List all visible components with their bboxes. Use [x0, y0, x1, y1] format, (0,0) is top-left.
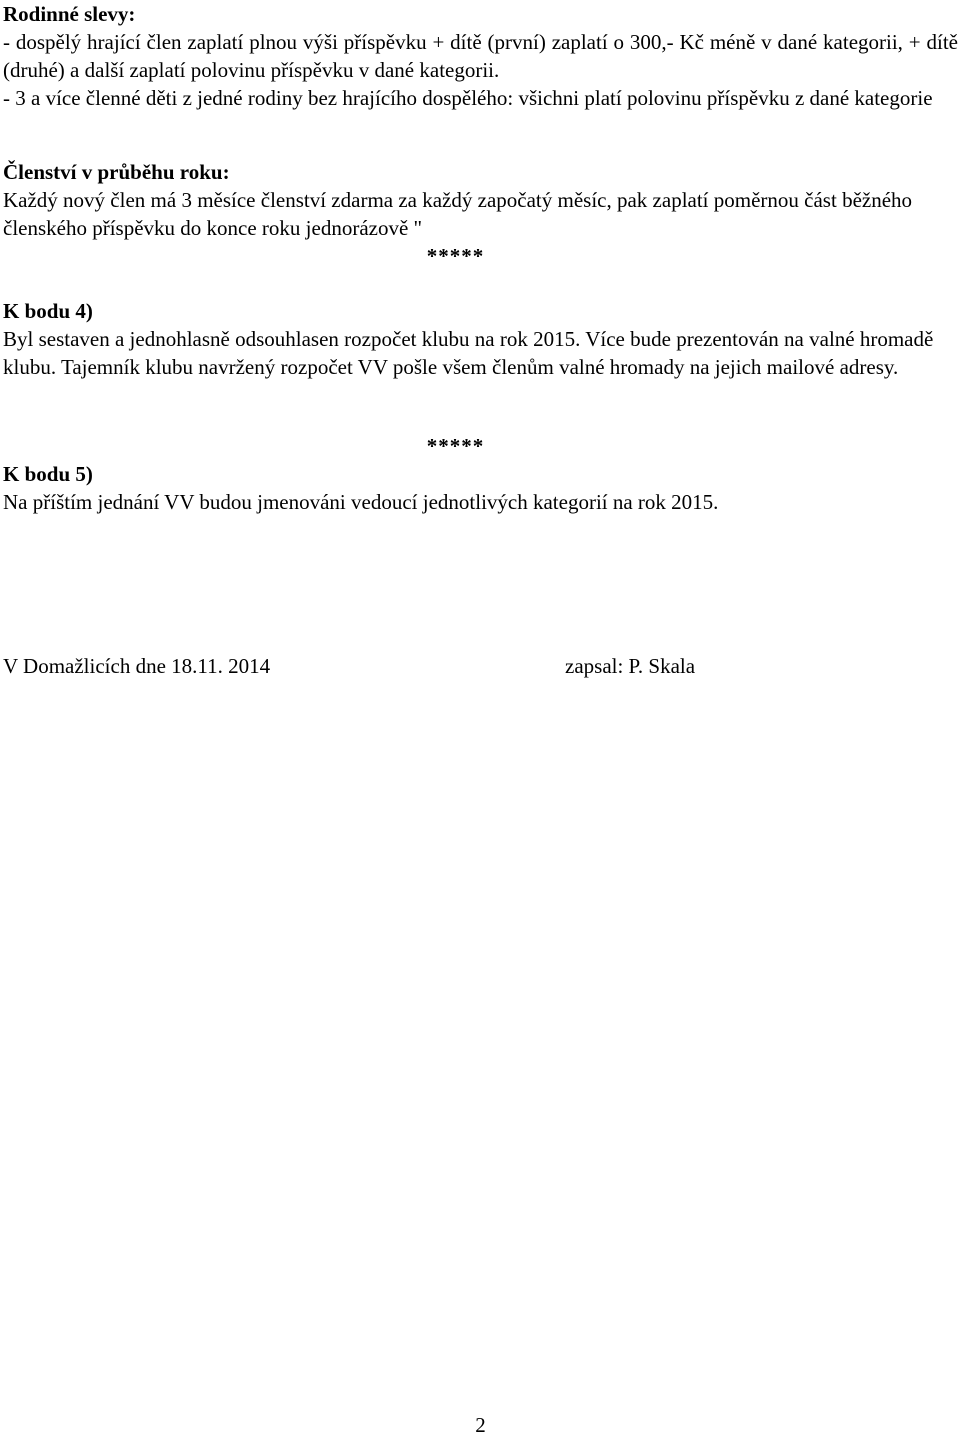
point-4-heading: K bodu 4): [3, 299, 93, 323]
point-4-section: [3, 297, 958, 381]
family-discounts-section: [3, 0, 958, 112]
section-separator: *****: [426, 434, 485, 458]
recorded-by: zapsal: P. Skala: [565, 654, 696, 678]
document-page: [3, 0, 958, 1436]
membership-section: [3, 158, 958, 242]
section-separator: *****: [426, 244, 485, 268]
family-discounts-heading: Rodinné slevy:: [3, 2, 136, 26]
place-and-date: V Domažlicích dne 18.11. 2014: [3, 654, 271, 678]
point-4-text: Byl sestaven a jednohlasně odsouhlasen rozpočet klubu na rok 2015. Více bude prezentován na valné hromadě klubu. Tajemník klubu navržený rozpočet VV pošle všem členům valné hromady na jejich mailové adresy.: [3, 327, 934, 379]
membership-heading: Členství v průběhu roku:: [3, 160, 230, 184]
family-discount-item-adult-child: - dospělý hrající člen zaplatí plnou výši příspěvku + dítě (první) zaplatí o 300,- Kč méně v dané kategorii, + dítě (druhé) a další zaplatí polovinu příspěvku v dané kategorii.: [3, 30, 958, 82]
point-5-heading: K bodu 5): [3, 462, 93, 486]
point-5-text: Na příštím jednání VV budou jmenováni vedoucí jednotlivých kategorií na rok 2015.: [3, 490, 719, 514]
membership-text: Každý nový člen má 3 měsíce členství zdarma za každý započatý měsíc, pak zaplatí poměrnou část běžného členského příspěvku do konce roku jednorázově ": [3, 188, 913, 240]
point-5-section: [3, 460, 958, 516]
page-number: 2: [475, 1413, 486, 1437]
family-discount-item-children-only: - 3 a více členné děti z jedné rodiny bez hrajícího dospělého: všichni platí polovinu příspěvku z dané kategorie: [3, 86, 933, 110]
